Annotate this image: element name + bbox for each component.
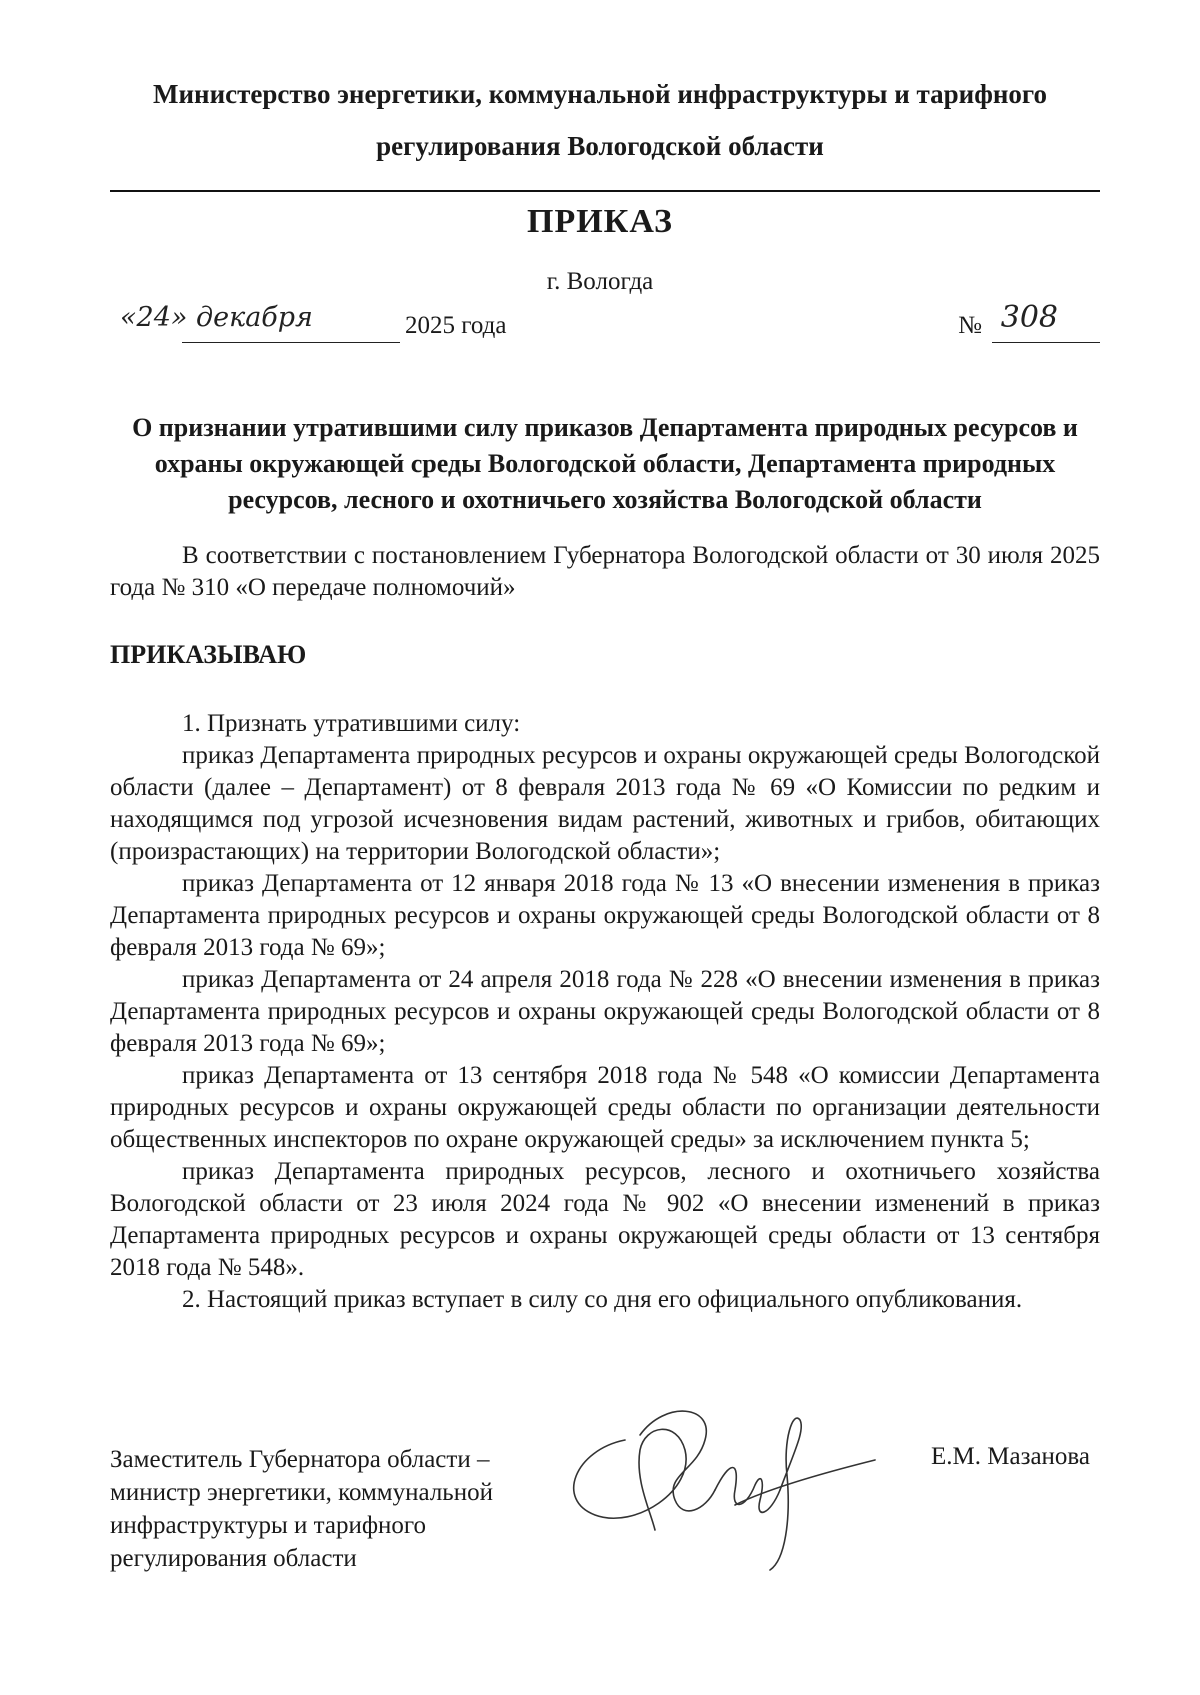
number-sign: № (958, 312, 982, 339)
ministry-header (120, 68, 1080, 172)
paragraph: приказ Департамента от 24 апреля 2018 года № 228 «О внесении изменения в приказ Департамента природных ресурсов и охраны окружающей среды Вологодской области от 8 февраля 2013 года № 69»; (110, 966, 1100, 1057)
handwritten-signature (555, 1380, 885, 1580)
handwritten-date: «24» декабря (120, 302, 313, 333)
signatory-title-line: министр энергетики, коммунальной (110, 1479, 493, 1506)
paragraph: приказ Департамента природных ресурсов, лесного и охотничьего хозяйства Вологодской области от 23 июля 2024 года № 902 «О внесении изменений в приказ Департамента природных ресурсов и охраны окружающей среды области от 13 сентября 2018 года № 548». (110, 1158, 1100, 1281)
date-underline (182, 342, 400, 343)
order-body (110, 708, 1100, 1316)
document-subject: О признании утратившими силу приказов Департамента природных ресурсов и охраны окружающей среды Вологодской области, Департамента природных ресурсов, лесного и охотничьего хозяйства Вологодской области (132, 413, 1078, 514)
paragraph: 1. Признать утратившими силу: (182, 710, 521, 737)
paragraph: приказ Департамента от 13 сентября 2018 года № 548 «О комиссии Департамента природных ресурсов и охраны окружающей среды области по организации деятельности общественных инспекторов по охране окружающей среды» за исключением пункта 5; (110, 1062, 1100, 1153)
document-city: г. Вологда (546, 268, 654, 295)
signatory-name: Е.М. Мазанова (931, 1443, 1090, 1470)
header-divider (110, 190, 1100, 192)
signatory-title-line: регулирования области (110, 1545, 357, 1572)
paragraph: приказ Департамента природных ресурсов и охраны окружающей среды Вологодской области (далее – Департамент) от 8 февраля 2013 года № 69 «О Комиссии по редким и находящимся под угрозой исчезновения видам растений, животных и грибов, обитающих (произрастающих) на территории Вологодской области»; (110, 742, 1100, 865)
ministry-line-1: Министерство энергетики, коммунальной инфраструктуры и тарифного (152, 79, 1048, 109)
paragraph: 2. Настоящий приказ вступает в силу со дня его официального опубликования. (182, 1286, 1023, 1313)
legal-basis: В соответствии с постановлением Губернатора Вологодской области от 30 июля 2025 года № 310 «О передаче полномочий» (110, 542, 1100, 601)
number-underline (992, 342, 1100, 343)
ministry-line-2: регулирования Вологодской области (376, 131, 824, 161)
paragraph: приказ Департамента от 12 января 2018 года № 13 «О внесении изменения в приказ Департамента природных ресурсов и охраны окружающей среды Вологодской области от 8 февраля 2013 года № 69»; (110, 870, 1100, 961)
document-title: ПРИКАЗ (527, 203, 673, 240)
date-number-line (110, 300, 1100, 352)
order-directive: ПРИКАЗЫВАЮ (110, 640, 307, 669)
handwritten-number: 308 (1000, 300, 1058, 335)
date-year: 2025 года (405, 312, 507, 339)
signatory-title (110, 1443, 570, 1575)
signatory-title-line: инфраструктуры и тарифного (110, 1512, 427, 1539)
signatory-title-line: Заместитель Губернатора области – (110, 1446, 490, 1473)
